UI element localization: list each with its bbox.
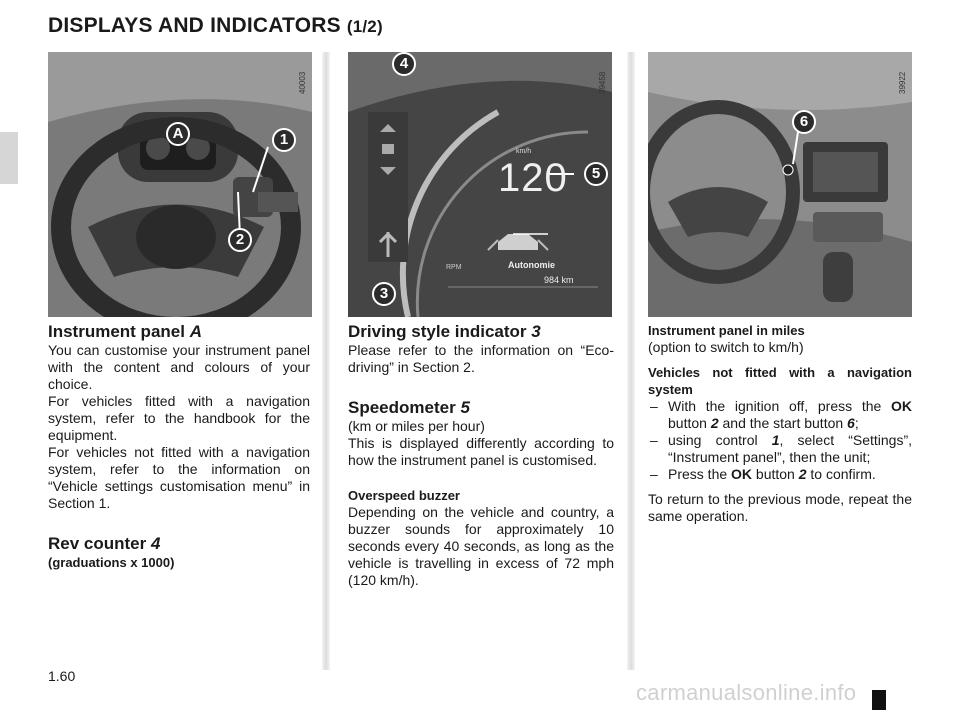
column-divider (627, 52, 635, 670)
heading-miles: Instrument panel in miles (648, 323, 805, 338)
column-divider (322, 52, 330, 670)
paragraph: (option to switch to km/h) (648, 339, 804, 355)
callout-5: 5 (584, 162, 608, 186)
heading-overspeed-buzzer: Overspeed buzzer (348, 488, 460, 503)
paragraph: Depending on the vehicle and country, a buzzer sounds for approximately 10 seconds every 40 seconds, as long as the vehicle is travelling in excess of 72 mph (120 km/h). (348, 504, 614, 588)
column-miles (648, 322, 912, 525)
range-label: Autonomie (508, 260, 555, 270)
corner-mark (872, 690, 886, 710)
rev-counter-subtitle: (graduations x 1000) (48, 555, 175, 570)
watermark: carmanualsonline.info (636, 680, 857, 705)
list-item: – Press the OK button 2 to confirm. (648, 466, 912, 483)
heading-rev-counter: Rev counter 4 (48, 534, 161, 553)
image-code: 40003 (298, 71, 307, 94)
callout-1: 1 (272, 128, 296, 152)
column-instrument-panel (48, 322, 310, 571)
dashboard-illustration (648, 52, 912, 317)
paragraph: To return to the previous mode, repeat the same operation. (648, 491, 912, 524)
paragraph: For vehicles not fitted with a navigation system, refer to the information on “Vehicle settings customisation menu” in Section 1. (48, 444, 310, 511)
paragraph: Please refer to the information on “Eco-driving” in Section 2. (348, 342, 614, 375)
range-value: 984 km (544, 275, 574, 285)
callout-4: 4 (392, 52, 416, 76)
rpm-label: RPM (446, 264, 462, 271)
page-number: 1.60 (48, 668, 76, 684)
image-code: 39922 (898, 71, 907, 94)
list-item: – With the ignition off, press the OK button 2 and the start button 6; (648, 398, 912, 432)
callout-3: 3 (372, 282, 396, 306)
speed-value: 120 (498, 156, 568, 200)
instruction-list (648, 398, 912, 483)
list-item: – using control 1, select “Settings”, “Instrument panel”, then the unit; (648, 432, 912, 466)
speedometer-unit: (km or miles per hour) (348, 418, 485, 434)
heading-no-navigation: Vehicles not fitted with a navigation system (648, 365, 912, 397)
callout-6: 6 (792, 110, 816, 134)
heading-speedometer: Speedometer 5 (348, 398, 470, 417)
callout-2: 2 (228, 228, 252, 252)
callout-a: A (166, 122, 190, 146)
heading-instrument-panel: Instrument panel A (48, 322, 202, 341)
steering-wheel-illustration (48, 52, 312, 317)
paragraph: This is displayed differently according to how the instrument panel is customised. (348, 435, 614, 468)
speed-unit: km/h (516, 148, 532, 155)
paragraph: You can customise your instrument panel with the content and colours of your choice. (48, 342, 310, 392)
section-tab (0, 132, 18, 184)
instrument-panel-illustration (348, 52, 612, 317)
paragraph: For vehicles fitted with a navigation system, refer to the handbook for the equipment. (48, 393, 310, 443)
image-code: 39458 (598, 71, 607, 94)
column-driving-style (348, 322, 614, 589)
title-text: DISPLAYS AND INDICATORS (48, 14, 341, 37)
heading-driving-style: Driving style indicator 3 (348, 322, 541, 341)
title-part: (1/2) (346, 17, 383, 36)
page-title (48, 14, 383, 38)
